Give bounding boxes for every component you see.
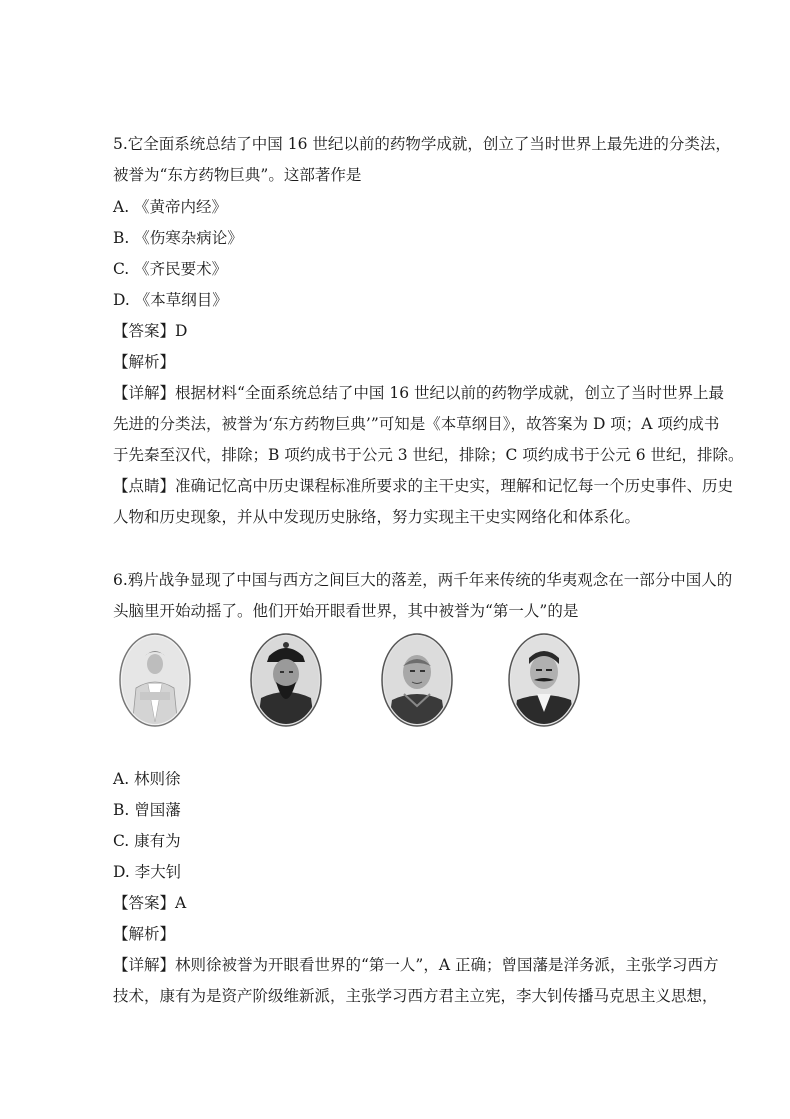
q6-option-a: A. 林则徐 <box>113 770 181 788</box>
q5-point-line-1: 【点睛】准确记忆高中历史课程标准所要求的主干史实，理解和记忆每一个历史事件、历史 <box>113 477 734 495</box>
q5-detail-line-2: 先进的分类法，被誉为‘东方药物巨典’”可知是《本草纲目》，故答案为 D 项；A 项约成书 <box>113 415 720 433</box>
portrait-3 <box>380 632 454 728</box>
q5-detail-line-3: 于先秦至汉代，排除；B 项约成书于公元 3 世纪，排除；C 项约成书于公元 6 世纪，排除。 <box>113 446 744 464</box>
q5-stem-line-1: 5.它全面系统总结了中国 16 世纪以前的药物学成就，创立了当时世界上最先进的分类法， <box>113 135 731 153</box>
q5-stem-line-2: 被誉为“东方药物巨典”。这部著作是 <box>113 166 362 184</box>
portrait-1 <box>118 632 192 728</box>
q6-stem-line-1: 6.鸦片战争显现了中国与西方之间巨大的落差，两千年来传统的华夷观念在一部分中国人的 <box>113 571 733 589</box>
q5-detail-line-1: 【详解】根据材料“全面系统总结了中国 16 世纪以前的药物学成就，创立了当时世界上最 <box>113 384 725 402</box>
q6-detail-line-1: 【详解】林则徐被誉为开眼看世界的“第一人”，A 正确；曾国藩是洋务派，主张学习西方 <box>113 956 719 974</box>
q5-point-line-2: 人物和历史现象，并从中发现历史脉络，努力实现主干史实网络化和体系化。 <box>113 508 641 526</box>
q5-analysis-label: 【解析】 <box>113 353 176 371</box>
q6-analysis-label: 【解析】 <box>113 925 176 943</box>
q5-answer: 【答案】D <box>113 322 188 340</box>
q5-option-a: A. 《黄帝内经》 <box>113 198 228 216</box>
q6-option-c: C. 康有为 <box>113 832 181 850</box>
portrait-4 <box>507 632 581 728</box>
q6-portrait-row <box>110 632 590 732</box>
q5-option-b: B. 《伤寒杂病论》 <box>113 229 243 247</box>
q6-detail-line-2: 技术，康有为是资产阶级维新派，主张学习西方君主立宪，李大钊传播马克思主义思想， <box>113 987 718 1005</box>
q5-option-d: D. 《本草纲目》 <box>113 291 228 309</box>
q6-option-b: B. 曾国藩 <box>113 801 181 819</box>
portrait-2 <box>249 632 323 728</box>
q6-stem-line-2: 头脑里开始动摇了。他们开始开眼看世界，其中被誉为“第一人”的是 <box>113 602 579 620</box>
q5-option-c: C. 《齐民要术》 <box>113 260 228 278</box>
q6-option-d: D. 李大钊 <box>113 863 182 881</box>
q6-answer: 【答案】A <box>113 894 187 912</box>
